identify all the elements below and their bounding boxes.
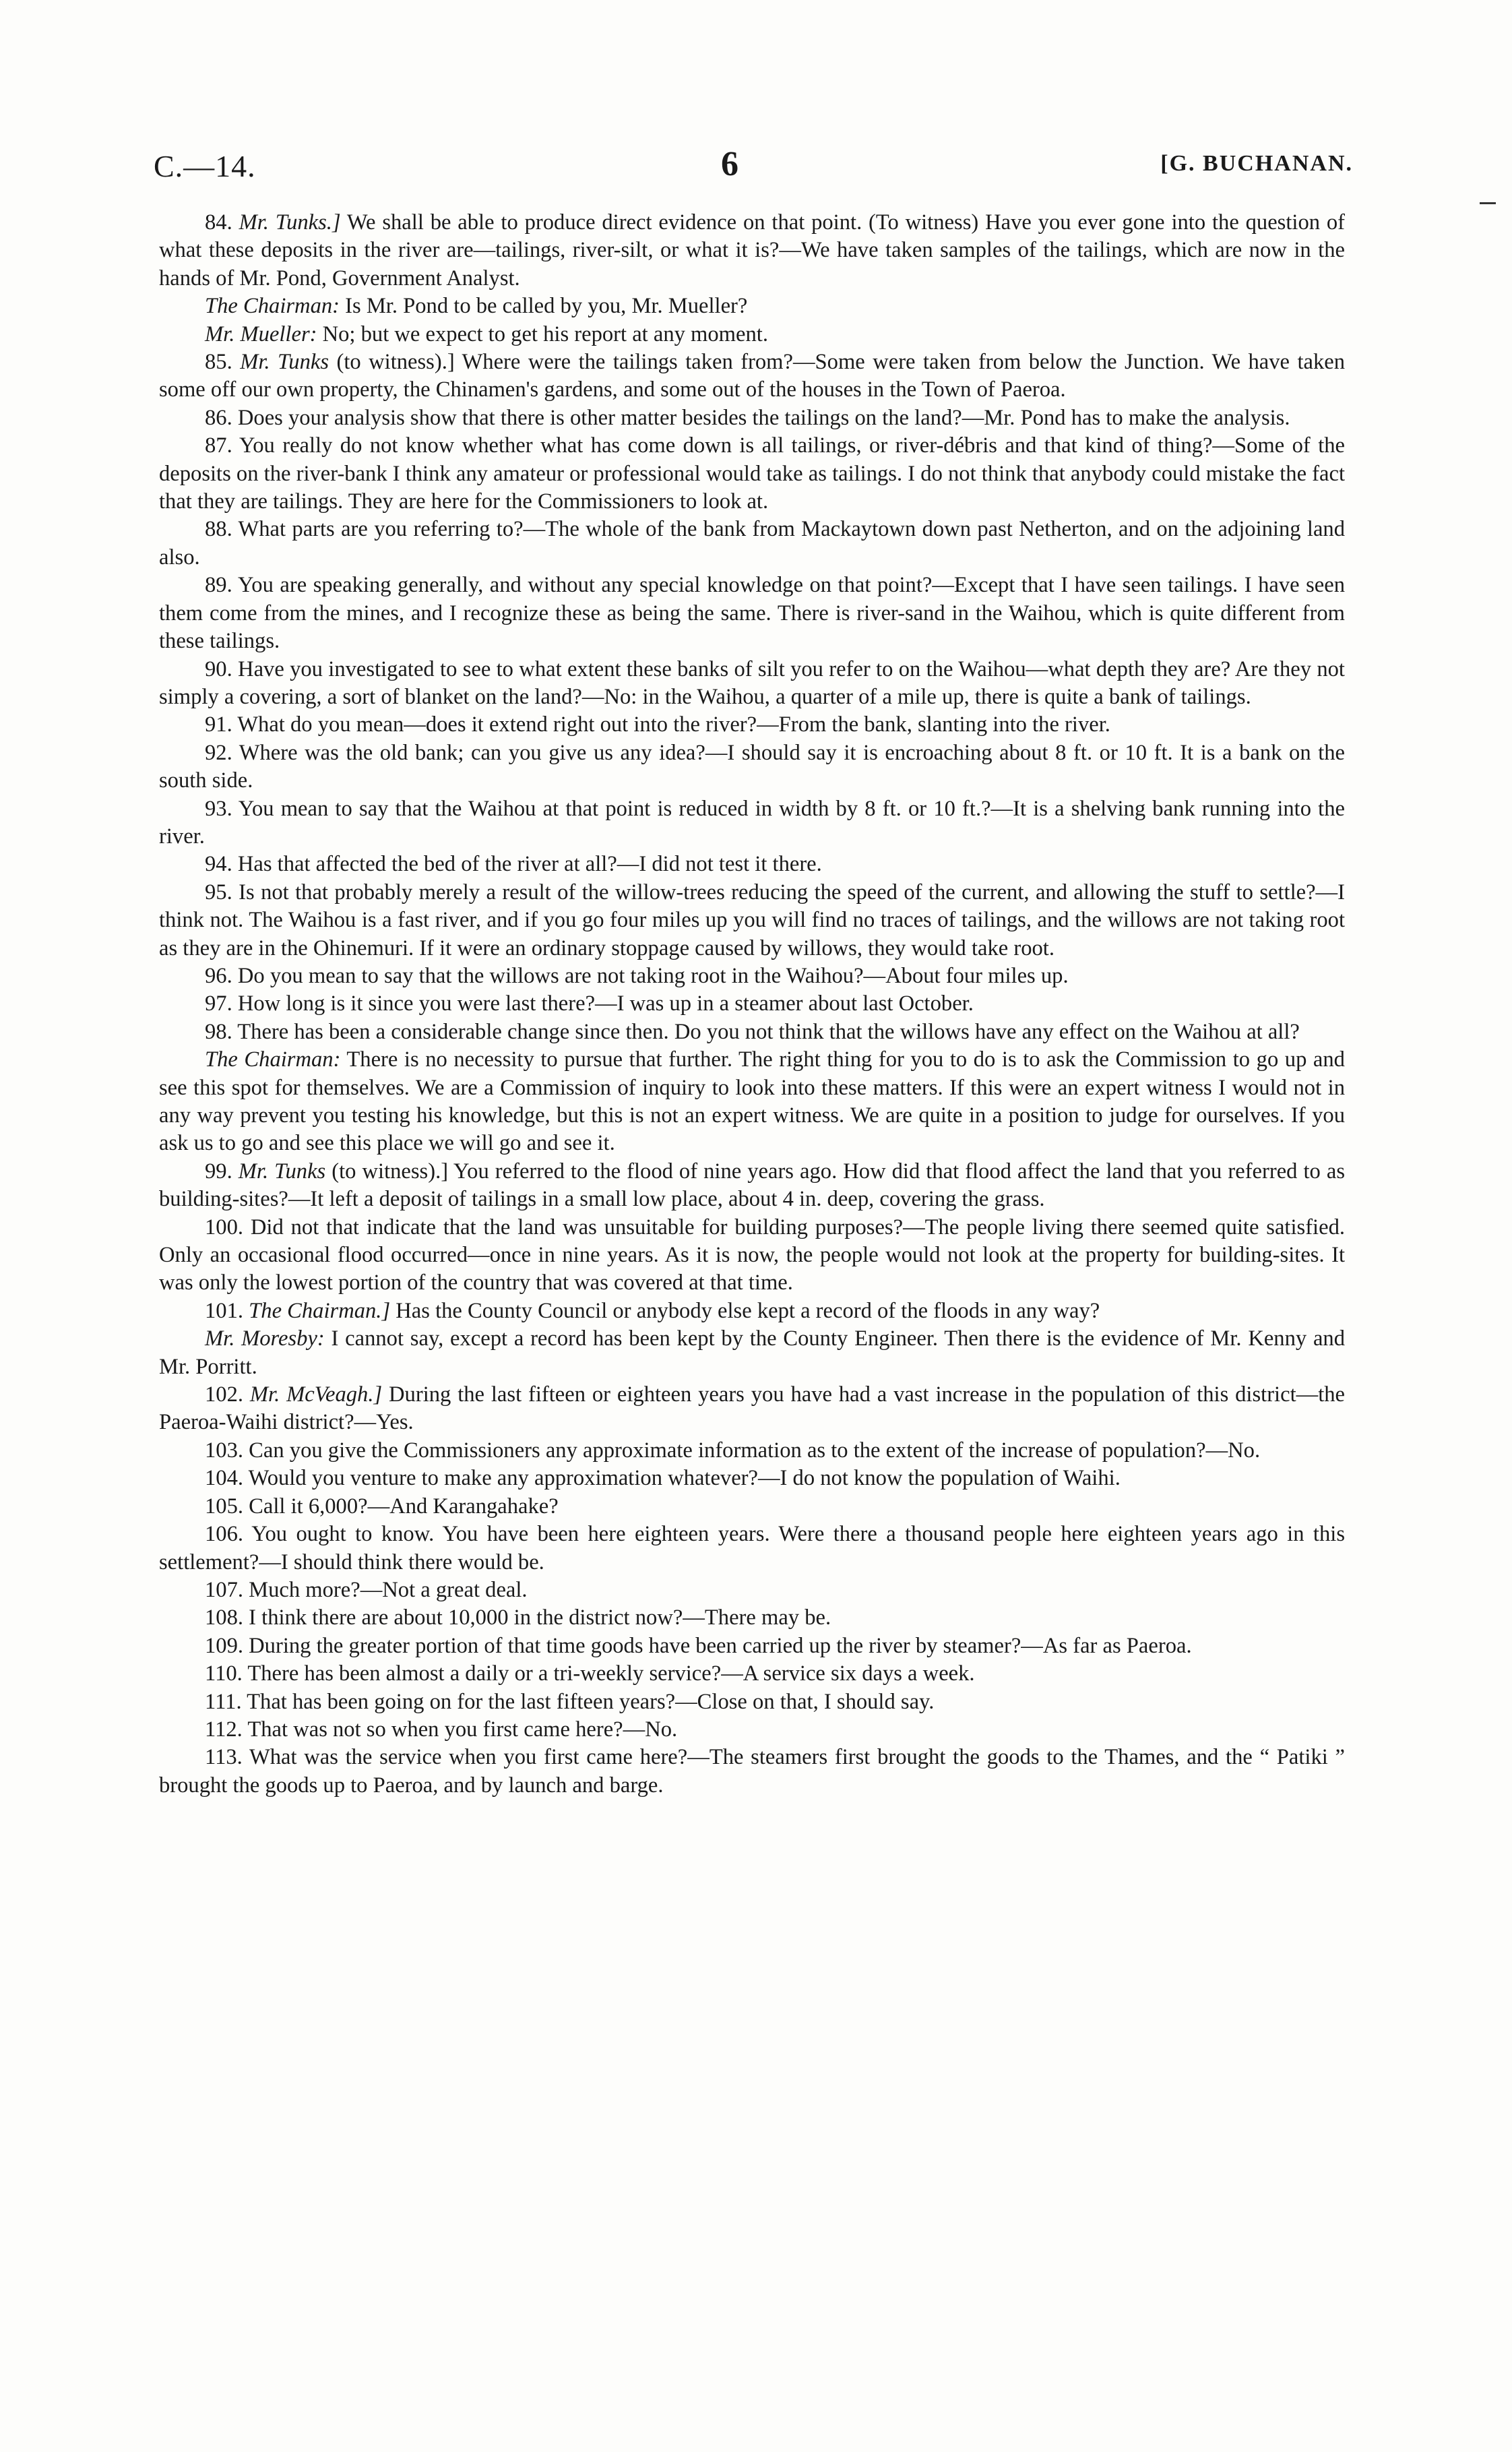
paragraph-text: During the greater portion of that time goods have been carried up the river by steamer?—As far as Paeroa. [249, 1633, 1192, 1658]
paragraph-text: Have you investigated to see to what extent these banks of silt you refer to on the Waihou—what depth they are? Are they not simply a covering, a sort of blanket on the land?—No: in the Waihou, a quarter of a mile up, there is quite a bank of tailings. [159, 656, 1345, 709]
paragraph-text: There has been almost a daily or a tri-weekly service?—A service six days a week. [247, 1661, 975, 1686]
speaker-name: The Chairman: [205, 1047, 341, 1072]
paragraph-text: What was the service when you first came here?—The steamers first brought the goods to the Thames, and the “ Patiki ” brought the goods up to Paeroa, and by launch and barge. [159, 1745, 1345, 1798]
paragraph-text: There has been a considerable change since then. Do you not think that the willows have any effect on the Waihou at all? [237, 1019, 1300, 1044]
testimony-paragraph [159, 1465, 1345, 1492]
testimony-paragraph [159, 879, 1345, 962]
question-number: 113. [205, 1745, 249, 1770]
paragraph-text: Did not that indicate that the land was unsuitable for building purposes?—The people living there seemed quite satisfied. Only an occasional flood occurred—once in nine years. As it is now, the people would not look at the property for building-sites. It was only the lowest portion of the country that was covered at that time. [159, 1215, 1345, 1295]
question-number: 88. [205, 517, 239, 542]
speaker-name: Mr. Moresby: [205, 1326, 325, 1351]
page-header [154, 145, 1353, 195]
testimony-paragraph [159, 739, 1345, 795]
speaker-name: Mr. Mueller: [205, 321, 317, 346]
question-number: 85. [205, 350, 241, 375]
witness-name-header: [G. BUCHANAN. [1160, 151, 1353, 176]
testimony-paragraph [159, 321, 1345, 348]
paragraph-text: How long is it since you were last there?—I was up in a steamer about last October. [237, 991, 974, 1016]
paragraph-text: We shall be able to produce direct evidence on that point. (To witness) Have you ever gone into the question of what these deposits in the river are—tailings, river-silt, or what it is?—We have taken samples of the tailings, which are now in the hands of Mr. Pond, Government Analyst. [159, 210, 1346, 290]
parliamentary-paper-reference: C.—14. [154, 149, 256, 183]
testimony-paragraph [159, 1381, 1345, 1437]
paragraph-text: What parts are you referring to?—The whole of the bank from Mackaytown down past Netherton, and on the adjoining land also. [159, 517, 1345, 570]
question-number: 107. [205, 1577, 249, 1602]
question-number: 92. [205, 740, 239, 765]
paragraph-text: That was not so when you first came here?—No. [247, 1717, 678, 1742]
question-number: 108. [205, 1605, 249, 1630]
page-number: 6 [721, 145, 738, 183]
paragraph-text: Has that affected the bed of the river at all?—I did not test it there. [237, 852, 822, 877]
question-number: 109. [205, 1633, 249, 1658]
question-number: 105. [205, 1494, 249, 1519]
testimony-paragraph [159, 1018, 1345, 1046]
testimony-paragraph [159, 1521, 1345, 1576]
testimony-paragraph [159, 1046, 1345, 1158]
paragraph-text: Where was the old bank; can you give us any idea?—I should say it is encroaching about 8 ft. or 10 ft. It is a bank on the south side. [159, 740, 1346, 793]
question-number: 102. [205, 1382, 250, 1407]
testimony-paragraph [159, 1744, 1345, 1800]
question-number: 98. [205, 1019, 238, 1044]
paragraph-text: What do you mean—does it extend right out into the river?—From the bank, slanting into the river. [237, 712, 1110, 737]
question-number: 97. [205, 991, 238, 1016]
paragraph-text: Do you mean to say that the willows are not taking root in the Waihou?—About four miles up. [237, 963, 1069, 988]
testimony-body [159, 209, 1345, 1800]
question-number: 100. [205, 1215, 251, 1239]
speaker-name: Mr. Tunks [240, 350, 329, 375]
testimony-paragraph [159, 348, 1345, 404]
question-number: 89. [205, 573, 239, 598]
testimony-paragraph [159, 990, 1345, 1018]
paragraph-text: (to witness).] You referred to the flood of nine years ago. How did that flood affect the land that you referred to as building-sites?—It left a deposit of tailings in a small low place, about 4 in. deep, covering the grass. [159, 1159, 1346, 1212]
testimony-paragraph [159, 851, 1345, 878]
testimony-paragraph [159, 516, 1345, 572]
question-number: 87. [205, 433, 239, 458]
speaker-name: The Chairman.] [249, 1298, 391, 1323]
testimony-paragraph [159, 962, 1345, 990]
paragraph-text: No; but we expect to get his report at any moment. [317, 321, 768, 346]
paragraph-text: (to witness).] Where were the tailings taken from?—Some were taken from below the Junction. We have taken some off our own property, the Chinamen's gardens, and some out of the houses in the Town of Paeroa. [159, 350, 1346, 402]
question-number: 99. [205, 1159, 239, 1184]
testimony-paragraph [159, 1660, 1345, 1688]
question-number: 91. [205, 712, 238, 737]
paragraph-text: Call it 6,000?—And Karangahake? [249, 1494, 559, 1519]
question-number: 111. [205, 1689, 247, 1714]
paragraph-text: Has the County Council or anybody else kept a record of the floods in any way? [390, 1298, 1100, 1323]
testimony-paragraph [159, 1437, 1345, 1465]
question-number: 106. [205, 1522, 252, 1547]
testimony-paragraph [159, 656, 1345, 712]
question-number: 101. [205, 1298, 249, 1323]
paragraph-text: I cannot say, except a record has been kept by the County Engineer. Then there is the evidence of Mr. Kenny and Mr. Porritt. [159, 1326, 1345, 1379]
paragraph-text: I think there are about 10,000 in the district now?—There may be. [249, 1605, 831, 1630]
paragraph-text: That has been going on for the last fifteen years?—Close on that, I should say. [247, 1689, 935, 1714]
testimony-paragraph [159, 209, 1345, 293]
testimony-paragraph [159, 1158, 1345, 1214]
paragraph-text: Does your analysis show that there is other matter besides the tailings on the land?—Mr. Pond has to make the analysis. [237, 405, 1290, 430]
testimony-paragraph [159, 1493, 1345, 1521]
question-number: 110. [205, 1661, 248, 1686]
question-number: 103. [205, 1438, 249, 1463]
testimony-paragraph [159, 1576, 1345, 1604]
speaker-name: The Chairman: [205, 294, 340, 319]
testimony-paragraph [159, 404, 1345, 432]
paragraph-text: You ought to know. You have been here eighteen years. Were there a thousand people here eighteen years ago in this settlement?—I should think there would be. [159, 1522, 1345, 1574]
testimony-paragraph [159, 711, 1345, 739]
paragraph-text: You mean to say that the Waihou at that point is reduced in width by 8 ft. or 10 ft.?—It is a shelving bank running into the river. [159, 796, 1345, 849]
speaker-name: Mr. McVeagh.] [249, 1382, 383, 1407]
testimony-paragraph [159, 795, 1345, 851]
question-number: 112. [205, 1717, 248, 1742]
question-number: 86. [205, 405, 238, 430]
testimony-paragraph [159, 1325, 1345, 1381]
question-number: 94. [205, 852, 238, 877]
testimony-paragraph [159, 1688, 1345, 1716]
paragraph-text: Would you venture to make any approximation whatever?—I do not know the population of Waihi. [248, 1466, 1121, 1491]
testimony-paragraph [159, 1716, 1345, 1744]
paragraph-text: Is not that probably merely a result of the willow-trees reducing the speed of the current, and allowing the stuff to settle?—I think not. The Waihou is a fast river, and if you go four miles up you will find no traces of tailings, and the willows are not taking root as they are in the Ohinemuri. If it were an ordinary stoppage caused by willows, they would take root. [159, 880, 1345, 960]
question-number: 95. [205, 880, 239, 905]
paragraph-text: During the last fifteen or eighteen years you have had a vast increase in the population of this district—the Paeroa-Waihi district?—Yes. [159, 1382, 1345, 1435]
question-number: 84. [205, 210, 239, 235]
speaker-name: Mr. Tunks [238, 1159, 326, 1184]
margin-mark [1480, 202, 1496, 204]
testimony-paragraph [159, 1297, 1345, 1325]
testimony-paragraph [159, 1632, 1345, 1660]
paragraph-text: Is Mr. Pond to be called by you, Mr. Mueller? [340, 294, 748, 319]
testimony-paragraph [159, 293, 1345, 320]
paragraph-text: There is no necessity to pursue that further. The right thing for you to do is to ask the Commission to go up and see this spot for themselves. We are a Commission of inquiry to look into these matters. If this were an expert witness I would not in any way prevent you testing his knowledge, but this is not an expert witness. We are quite in a position to judge for ourselves. If you ask us to go and see this place we will go and see it. [159, 1047, 1345, 1156]
paragraph-text: Can you give the Commissioners any approximate information as to the extent of the increase of population?—No. [249, 1438, 1261, 1463]
paragraph-text: You are speaking generally, and without any special knowledge on that point?—Except that I have seen tailings. I have seen them come from the mines, and I recognize these as being the same. There is river-sand in the Waihou, which is quite different from these tailings. [159, 573, 1345, 654]
testimony-paragraph [159, 1214, 1345, 1297]
testimony-paragraph [159, 1604, 1345, 1632]
paragraph-text: Much more?—Not a great deal. [249, 1577, 528, 1602]
question-number: 90. [205, 656, 239, 681]
question-number: 96. [205, 963, 238, 988]
question-number: 104. [205, 1466, 249, 1491]
testimony-paragraph [159, 572, 1345, 655]
testimony-paragraph [159, 432, 1345, 516]
paragraph-text: You really do not know whether what has come down is all tailings, or river-débris and that kind of thing?—Some of the deposits on the river-bank I think any amateur or professional would take as tailings. I do not think that anybody could mistake the fact that they are tailings. They are here for the Commissioners to look at. [159, 433, 1345, 514]
speaker-name: Mr. Tunks.] [239, 210, 341, 235]
question-number: 93. [205, 796, 239, 821]
